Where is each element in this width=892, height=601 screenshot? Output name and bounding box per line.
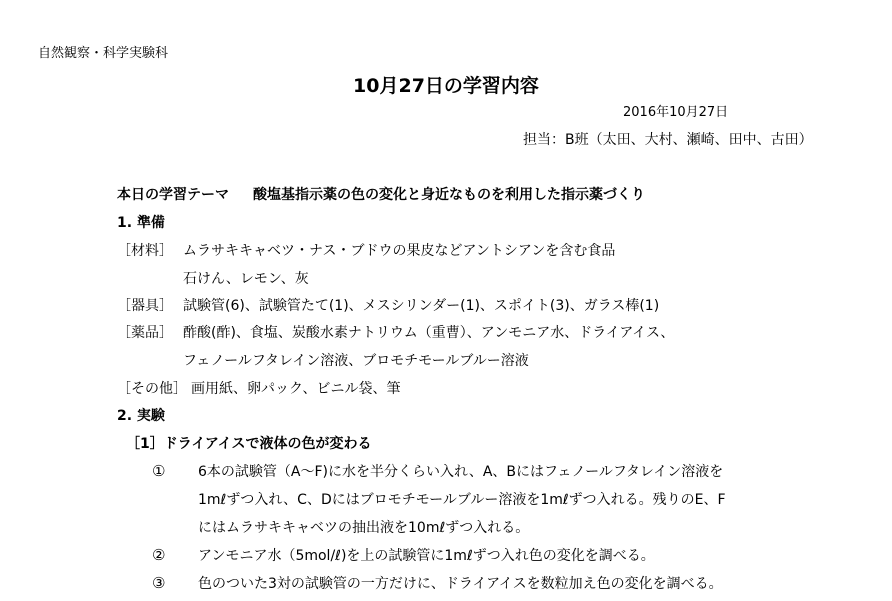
materials-row (117, 242, 615, 260)
step-2-line-1: アンモニア水（5mol/ℓ)を上の試験管に1mℓずつ入れ色の変化を調べる。 (198, 548, 655, 564)
materials-line-1: ムラサキキャベツ・ナス・ブドウの果皮などアントシアンを含む食品 (183, 243, 616, 259)
step-1-line-3: にはムラサキキャベツの抽出液を10mℓずつ入れる。 (198, 520, 530, 536)
step-marker: ① (152, 462, 166, 480)
section-heading-experiment: 2. 実験 (117, 408, 165, 424)
subject-name: 自然観察・科学実験科 (38, 46, 169, 61)
chemicals-label: ［薬品］ (117, 325, 173, 341)
materials-line-2: 石けん、レモン、灰 (183, 271, 309, 287)
other-line-1: 画用紙、卵パック、ビニル袋、筆 (191, 381, 401, 397)
theme-label: 本日の学習テーマ (117, 187, 229, 203)
theme-line (117, 186, 645, 204)
step-1-line-1: 6本の試験管（A～F)に水を半分くらい入れ、A、Bにはフェノールフタレイン溶液を (198, 464, 724, 480)
chemicals-row (117, 324, 674, 342)
other-label: ［その他］ (117, 381, 187, 397)
materials-label: ［材料］ (117, 243, 173, 259)
step-marker: ② (152, 546, 166, 564)
section-heading-preparation: 1. 準備 (117, 215, 165, 231)
equipment-label: ［器具］ (117, 298, 173, 314)
step-3-line-1: 色のついた3対の試験管の一方だけに、ドライアイスを数粒加え色の変化を調べる。 (198, 576, 723, 592)
document-date: 2016年10月27日 (623, 105, 729, 120)
theme-text: 酸塩基指示薬の色の変化と身近なものを利用した指示薬づくり (253, 187, 645, 203)
step-1-line-2: 1mℓずつ入れ、C、Dにはブロモチモールブルー溶液を1mℓずつ入れる。残りのE、F (198, 492, 726, 508)
other-row (117, 380, 400, 398)
staff-line: 担当：B班（太田、大村、瀬崎、田中、古田） (523, 132, 813, 148)
chemicals-line-1: 酢酸(酢)、食塩、炭酸水素ナトリウム（重曹）、アンモニア水、ドライアイス、 (183, 325, 675, 341)
equipment-line-1: 試験管(6)、試験管たて(1)、メスシリンダー(1)、スポイト(3)、ガラス棒(1) (183, 298, 660, 314)
step-marker: ③ (152, 574, 166, 592)
experiment-subheading: ［1］ドライアイスで液体の色が変わる (126, 436, 372, 452)
page-title: 10月27日の学習内容 (353, 75, 539, 97)
chemicals-line-2: フェノールフタレイン溶液、ブロモチモールブルー溶液 (183, 353, 529, 369)
equipment-row (117, 297, 659, 315)
